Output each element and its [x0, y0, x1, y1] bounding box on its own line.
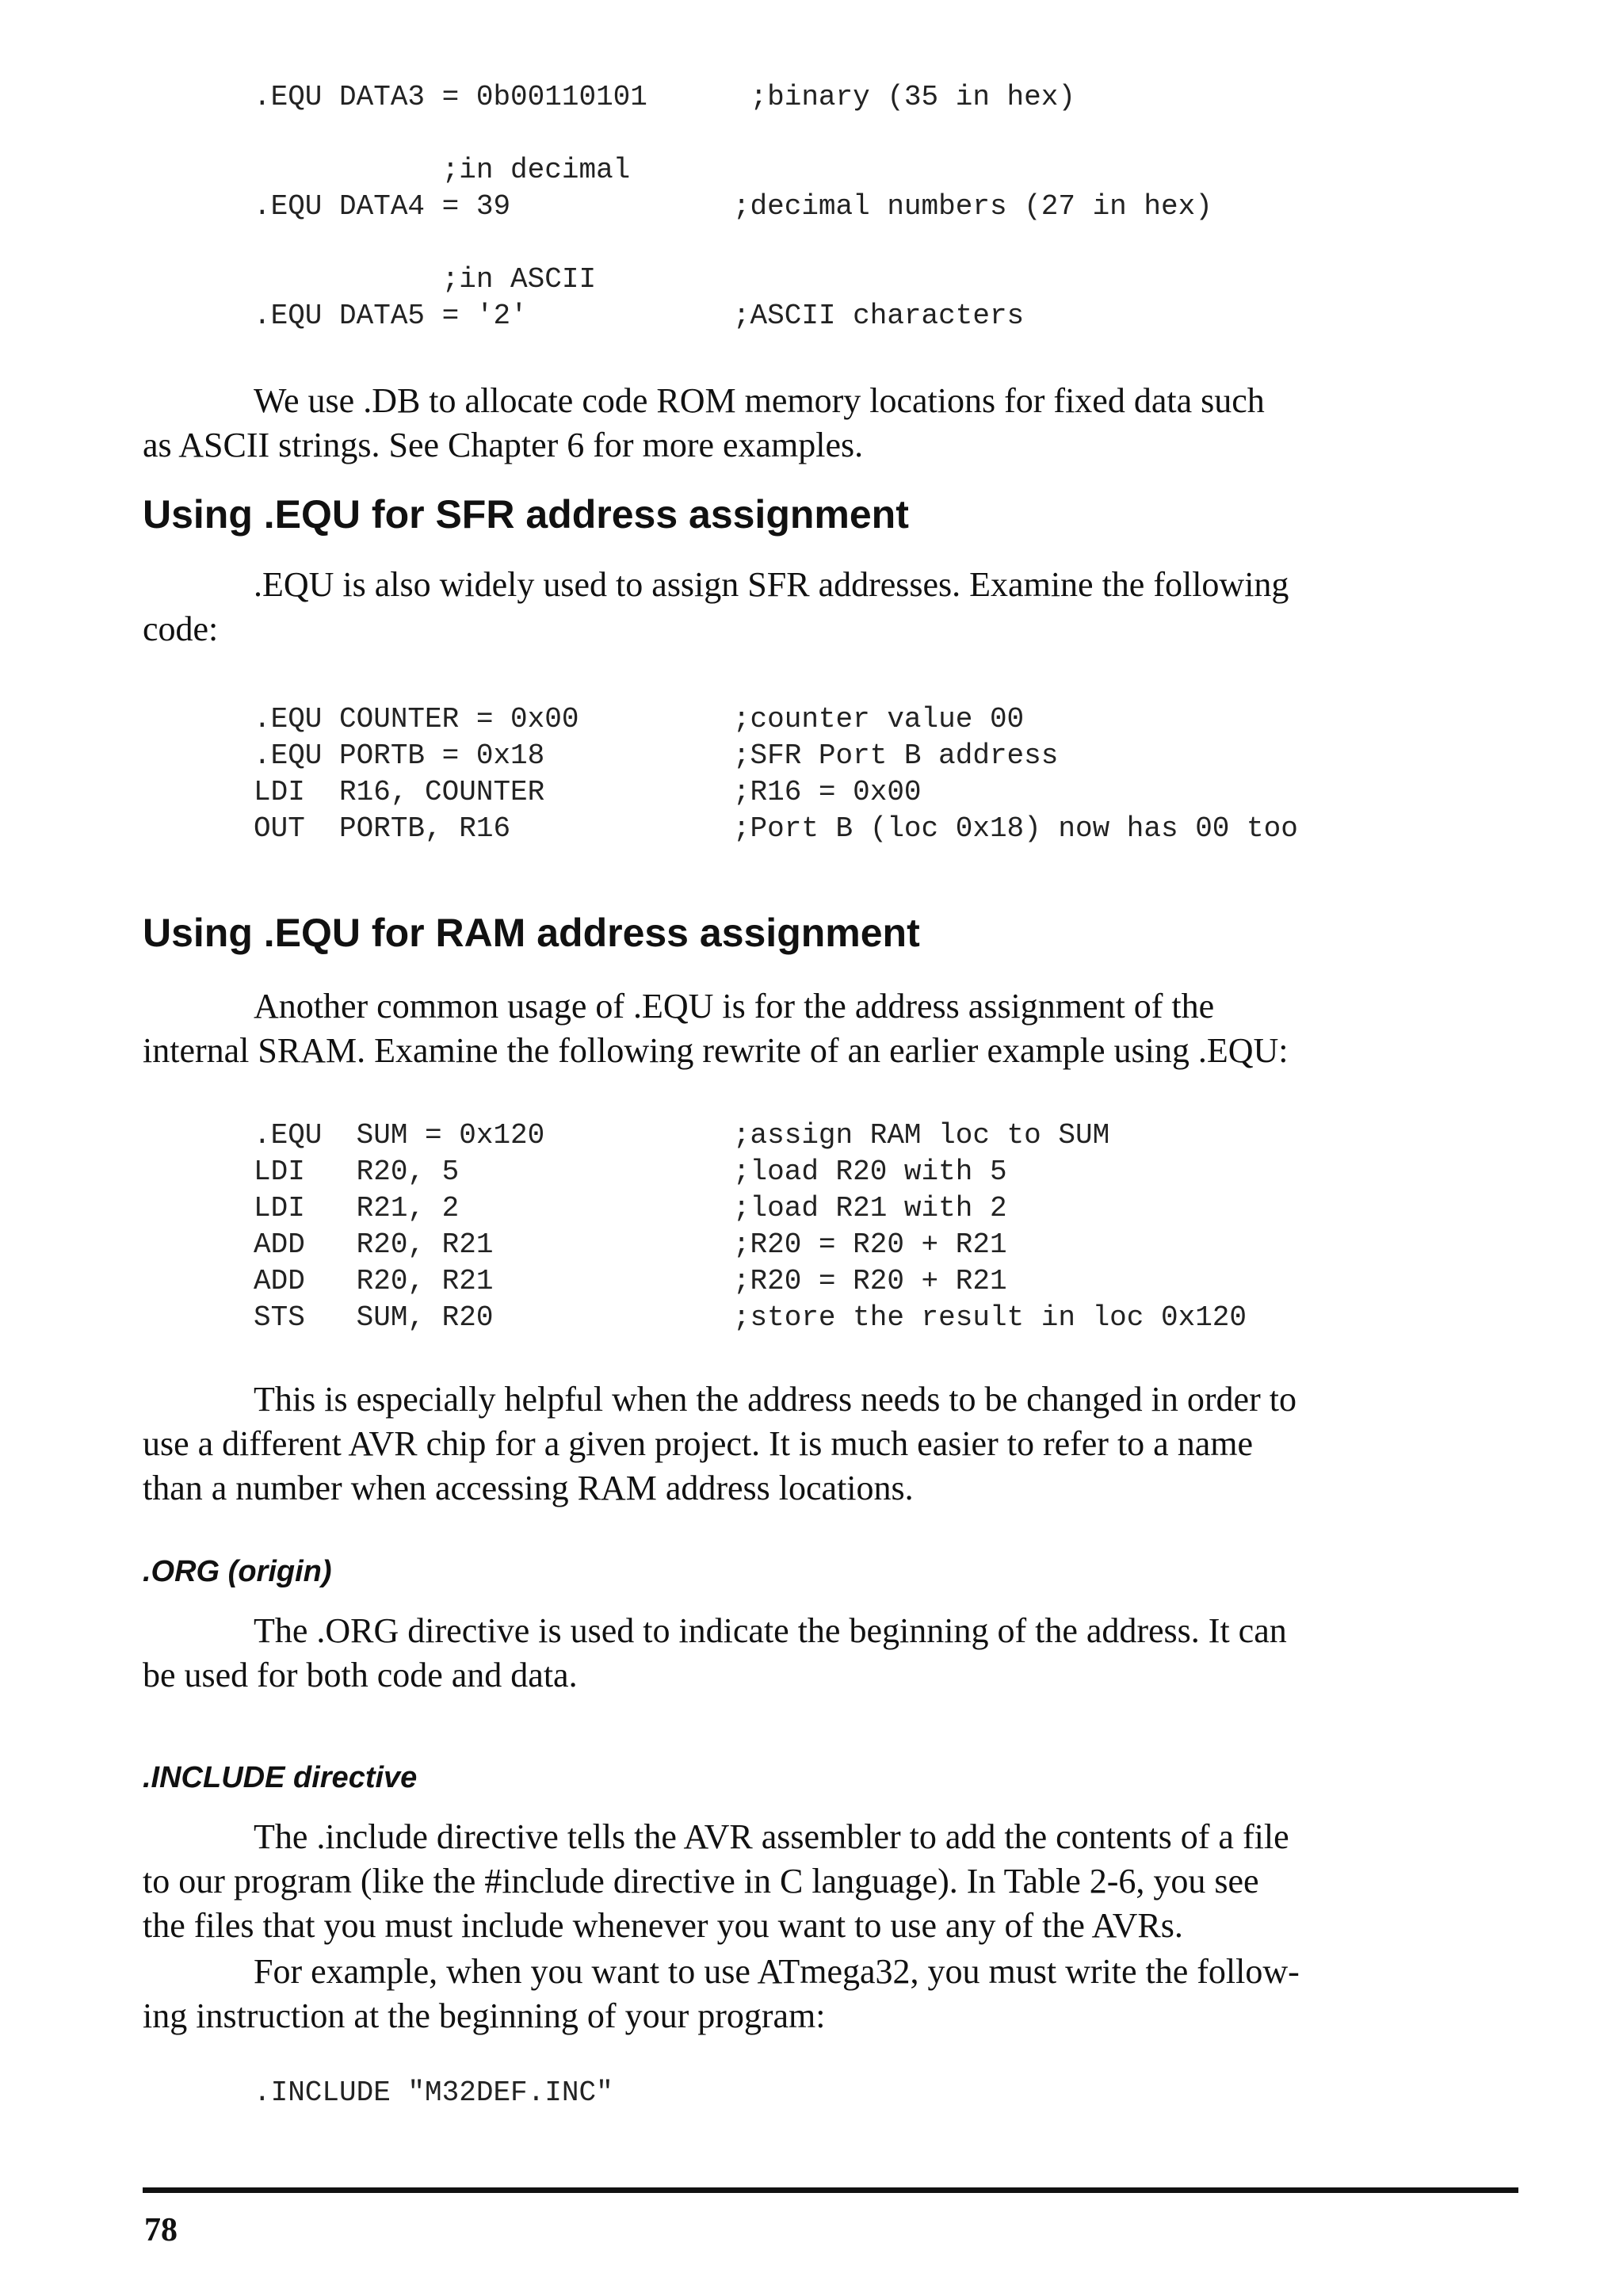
text-line: For example, when you want to use ATmega32, you must write the follow-	[254, 1952, 1300, 1991]
text-line: as ASCII strings. See Chapter 6 for more examples.	[143, 426, 864, 464]
code-line: ;in ASCII	[254, 263, 597, 296]
code-line: ADD R20, R21 ;R20 = R20 + R21	[254, 1228, 1007, 1261]
code-line: STS SUM, R20 ;store the result in loc 0x120	[254, 1301, 1247, 1334]
paragraph-db	[143, 379, 1347, 468]
paragraph-helpful	[143, 1377, 1347, 1511]
code-block-include	[254, 2075, 613, 2111]
code-line: LDI R16, COUNTER ;R16 = 0x00	[254, 776, 922, 808]
text-line: than a number when accessing RAM address locations.	[143, 1469, 914, 1507]
subheading-include: .INCLUDE directive	[143, 1761, 418, 1794]
code-block-sfr	[254, 701, 1298, 847]
text-line: The .include directive tells the AVR assembler to add the contents of a file	[254, 1817, 1289, 1856]
footer-rule	[143, 2187, 1518, 2193]
text-line: Another common usage of .EQU is for the address assignment of the	[254, 987, 1215, 1026]
text-line: internal SRAM. Examine the following rewrite of an earlier example using .EQU:	[143, 1031, 1289, 1070]
code-line: .EQU COUNTER = 0x00 ;counter value 00	[254, 703, 1025, 735]
text-line: code:	[143, 609, 219, 648]
paragraph-org	[143, 1609, 1347, 1698]
paragraph-include	[143, 1815, 1347, 1948]
paragraph-example	[143, 1950, 1347, 2038]
paragraph-ram	[143, 984, 1347, 1073]
code-line: OUT PORTB, R16 ;Port B (loc 0x18) now has 00 too	[254, 812, 1298, 845]
code-line: LDI R21, 2 ;load R21 with 2	[254, 1192, 1007, 1224]
code-line: .EQU PORTB = 0x18 ;SFR Port B address	[254, 739, 1059, 772]
page-number: 78	[144, 2212, 178, 2248]
text-line: be used for both code and data.	[143, 1656, 578, 1694]
code-line: ;in decimal	[254, 154, 631, 186]
code-line: .INCLUDE "M32DEF.INC"	[254, 2076, 613, 2109]
text-line: the files that you must include whenever you want to use any of the AVRs.	[143, 1906, 1183, 1945]
heading-ram-address: Using .EQU for RAM address assignment	[143, 911, 920, 955]
code-line: .EQU SUM = 0x120 ;assign RAM loc to SUM	[254, 1119, 1110, 1152]
text-line: The .ORG directive is used to indicate the beginning of the address. It can	[254, 1611, 1287, 1650]
text-line: .EQU is also widely used to assign SFR addresses. Examine the following	[254, 565, 1289, 604]
subheading-org: .ORG (origin)	[143, 1555, 332, 1588]
code-block-ram	[254, 1117, 1247, 1336]
code-line: .EQU DATA3 = 0b00110101 ;binary (35 in hex)	[254, 81, 1075, 113]
paragraph-sfr	[143, 563, 1347, 651]
heading-sfr-address: Using .EQU for SFR address assignment	[143, 492, 909, 537]
code-line: ADD R20, R21 ;R20 = R20 + R21	[254, 1265, 1007, 1297]
code-line: .EQU DATA4 = 39 ;decimal numbers (27 in hex)	[254, 190, 1212, 223]
text-line: This is especially helpful when the address needs to be changed in order to	[254, 1380, 1296, 1419]
code-block-equ-data	[254, 79, 1212, 334]
text-line: ing instruction at the beginning of your program:	[143, 1996, 826, 2035]
text-line: use a different AVR chip for a given project. It is much easier to refer to a name	[143, 1424, 1253, 1463]
text-line: We use .DB to allocate code ROM memory locations for fixed data such	[254, 381, 1265, 420]
code-line: LDI R20, 5 ;load R20 with 5	[254, 1156, 1007, 1188]
text-line: to our program (like the #include directive in C language). In Table 2-6, you see	[143, 1862, 1259, 1901]
code-line: .EQU DATA5 = '2' ;ASCII characters	[254, 300, 1025, 332]
